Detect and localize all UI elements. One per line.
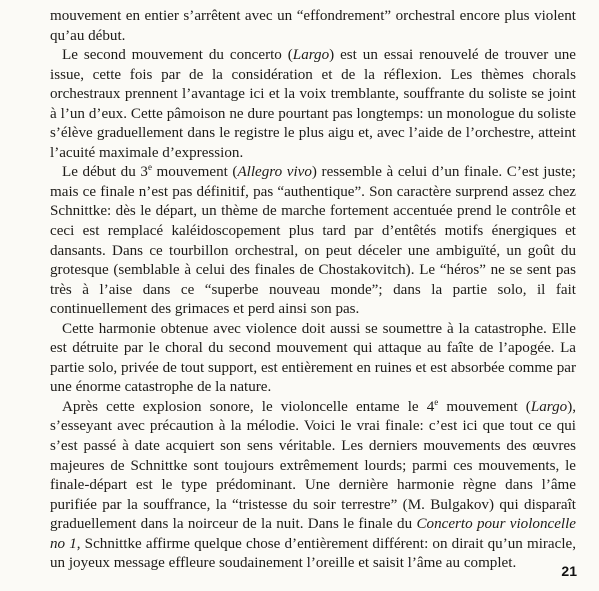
- italic-title: Largo: [292, 47, 330, 64]
- italic-title: Largo: [530, 398, 568, 415]
- text-run: ) est un essai renouvelé de trouver une issue, cette fois par de la considération et de la réflexion. Les thèmes chorals orchestraux prennent l’avantage ici et la voix tremblante, souffrante du soliste se joint à l’un d’eux. Cette pâmoison ne dure pourtant pas longtemps: un monologue du soliste s’élève graduellement dans le registre le plus aigu et, avec l’aide de l’orchestre, atteint l’acuité maximale d’expression.: [50, 47, 576, 161]
- paragraph: [50, 46, 576, 163]
- text-run: Le second mouvement du concerto (: [62, 47, 293, 64]
- text-run: Le début du 3: [62, 164, 148, 181]
- text-run: mouvement (: [151, 164, 238, 181]
- paragraph: [50, 320, 576, 398]
- text-run: ), s’esseyant avec précaution à la mélodie. Voici le vrai finale: c’est ici que tout ce qui s’est passé à date acquiert son sens véritable. Les derniers mouvements des œuvres majeures de Schnittke sont toujours extrêmement lourds; parmi ces mouvements, le finale-départ est le type prédominant. Une dernière harmonie règne dans l’âme purifiée par la souffrance, la “tristesse du soir terrestre” (M. Bulgakov) qui disparaît graduellement dans la noirceur de la nuit. Dans le finale du: [50, 398, 576, 533]
- ordinal-superscript: e: [147, 162, 152, 173]
- paragraph: [50, 163, 576, 319]
- ordinal-superscript: e: [434, 396, 439, 407]
- text-run: mouvement (: [438, 398, 531, 415]
- italic-title: Concerto pour violoncelle no 1: [50, 516, 576, 552]
- paragraph: [50, 398, 576, 574]
- italic-title: Allegro vivo: [237, 164, 312, 181]
- page-number: 21: [561, 563, 577, 579]
- text-run: , Schnittke affirme quelque chose d’entièrement différent: on dirait qu’un miracle, un joyeux message effleure soudainement l’oreille et saisit l’âme au complet.: [50, 535, 577, 572]
- text-run: Après cette explosion sonore, le violoncelle entame le 4: [62, 398, 435, 415]
- text-run: ) ressemble à celui d’un finale. C’est juste; mais ce finale n’est pas définitif, pas “authentique”. Son caractère surprend assez chez Schnittke: dès le départ, un thème de marche fortement accentuée prend le contrôle et ceci est remplacé kaléidoscopement plus tard par d’entêtés motifs énergiques et dansants. Dans ce tourbillon orchestral, on peut déceler une ambiguïté, un goût du grotesque (semblable à celui des finales de Chostakovitch). Le “héros” ne se sent pas très à l’aise dans ce “superbe nouveau monde”; dans la partie solo, il fait continuellement des grimaces et perd ainsi son pas.: [50, 164, 576, 318]
- text-run: mouvement en entier s’arrêtent avec un “effondrement” orchestral encore plus violent qu’au début.: [50, 8, 576, 44]
- text-run: Cette harmonie obtenue avec violence doit aussi se soumettre à la catastrophe. Elle est détruite par le choral du second mouvement qui attaque au faîte de l’apogée. La partie solo, privée de tout support, est entièrement en ruines et est absorbée comme par une énorme catastrophe de la nature.: [50, 320, 576, 396]
- paragraph: [50, 7, 576, 46]
- body-text: [50, 7, 576, 574]
